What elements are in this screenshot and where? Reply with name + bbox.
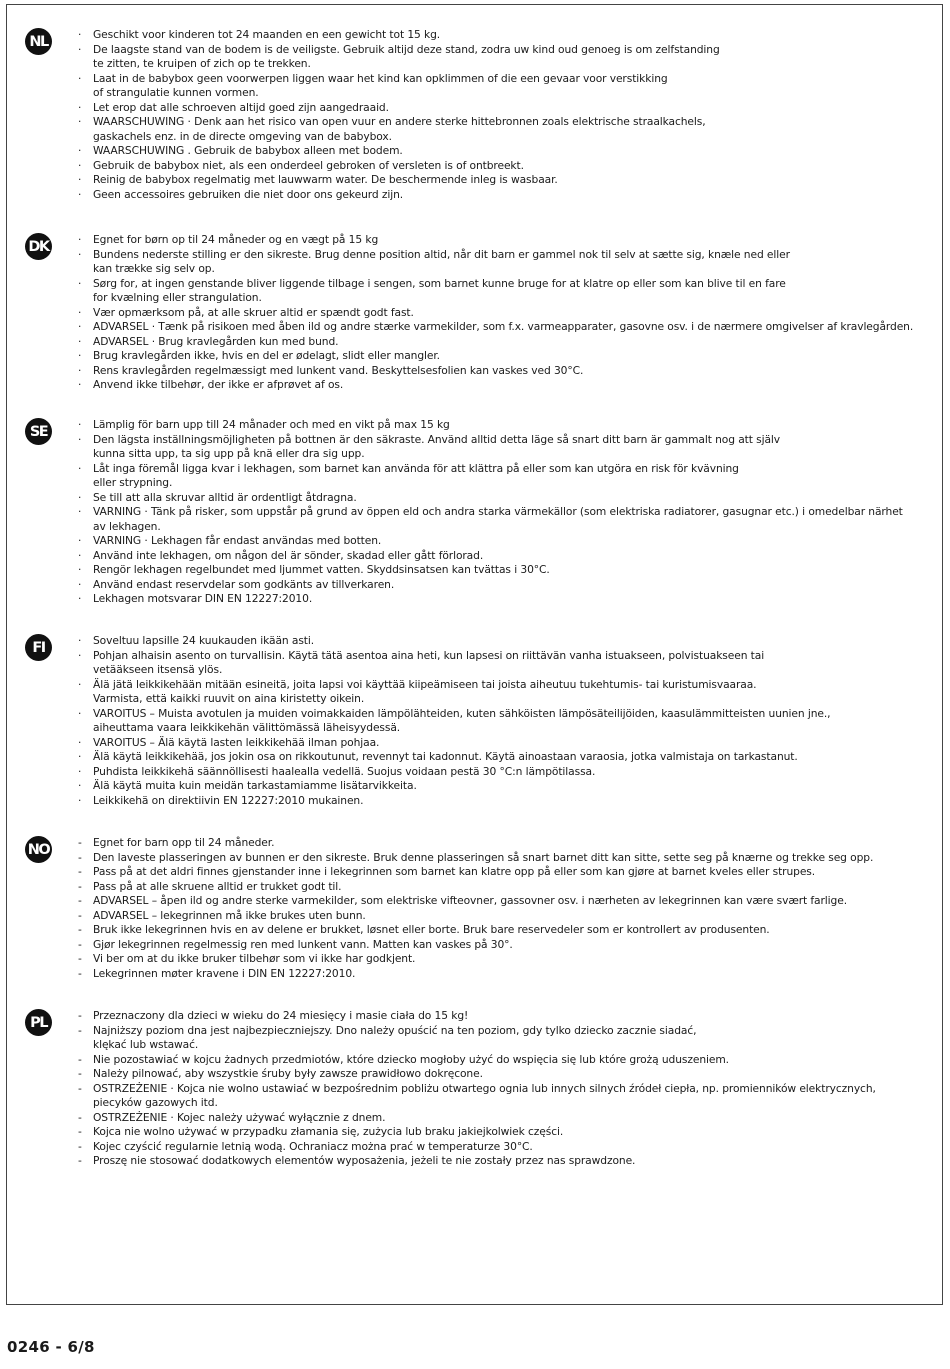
bullet-marker: · (78, 432, 82, 446)
instruction-item (78, 349, 938, 364)
instruction-text: Kojca nie wolno używać w przypadku złamania się, zużycia lub braku jakiejkolwiek części. (93, 1125, 564, 1138)
bullet-marker: · (78, 276, 82, 290)
bullet-marker: · (78, 461, 82, 475)
instruction-text: Egnet for børn op til 24 måneder og en vægt på 15 kg (93, 233, 379, 246)
bullet-marker: - (78, 1067, 82, 1080)
language-badge-no: NO (25, 836, 52, 863)
instruction-text: kunna sitta upp, ta sig upp på knä eller dra sig upp. (93, 447, 365, 460)
instruction-item (78, 938, 938, 953)
instruction-text: WAARSCHUWING · Denk aan het risico van open vuur en andere sterke hittebronnen zoals elektrische straalkachels, (93, 115, 706, 128)
bullet-marker: - (78, 937, 82, 951)
instruction-item (78, 765, 938, 780)
bullet-marker: · (78, 378, 82, 391)
bullet-marker: · (78, 634, 82, 647)
instruction-text: vetääkseen itsensä ylös. (93, 663, 223, 676)
instruction-text: Lekegrinnen møter kravene i DIN EN 12227:2010. (93, 966, 356, 980)
instruction-list (78, 634, 938, 808)
bullet-marker: · (78, 764, 82, 778)
instruction-item (78, 534, 938, 549)
instruction-item (78, 364, 938, 379)
bullet-marker: · (78, 779, 82, 792)
instruction-text: Puhdista leikkikehä säännöllisesti haalealla vedellä. Suojus voidaan pestä 30 °C:n lämpötilassa. (93, 764, 596, 778)
bullet-marker: - (78, 1052, 82, 1066)
instruction-item (78, 418, 938, 433)
instruction-text: ADVARSEL · Brug kravlegården kun med bund. (93, 334, 339, 348)
instruction-text: Gjør lekegrinnen regelmessig ren med lunkent vann. Matten kan vaskes på 30°. (93, 937, 513, 951)
language-badge-se: SE (25, 418, 52, 445)
bullet-marker: - (78, 908, 82, 922)
instruction-item (78, 750, 938, 765)
bullet-marker: · (78, 418, 82, 431)
instruction-text: OSTRZEŻENIE · Kojec należy używać wyłącznie z dnem. (93, 1110, 386, 1124)
instruction-text: OSTRZEŻENIE · Kojca nie wolno ustawiać w bezpośrednim pobliżu otwartego ognia lub innych silnych źródeł ciepła, np. promienników elektrycznych, (93, 1081, 876, 1095)
instruction-item (78, 851, 938, 866)
bullet-marker: - (78, 865, 82, 878)
instruction-text: Låt inga föremål ligga kvar i lekhagen, som barnet kan använda för att klättra på eller som kan utgöra en risk för kvävning (93, 461, 739, 475)
bullet-marker: · (78, 320, 82, 333)
instruction-text: Lämplig för barn upp till 24 månader och med en vikt på max 15 kg (93, 418, 450, 431)
instruction-text: Soveltuu lapsille 24 kuukauden ikään asti. (93, 634, 315, 647)
instruction-item (78, 563, 938, 578)
bullet-marker: · (78, 505, 82, 518)
instruction-list (78, 233, 938, 393)
instruction-text: of strangulatie kunnen vormen. (93, 86, 259, 99)
instruction-item (78, 505, 938, 534)
bullet-marker: · (78, 28, 82, 41)
instruction-item (78, 277, 938, 306)
instruction-text: VAROITUS – Älä käytä lasten leikkikehää ilman pohjaa. (93, 735, 380, 749)
language-badge-nl: NL (25, 28, 52, 55)
bullet-marker: · (78, 592, 82, 605)
instruction-text: Laat in de babybox geen voorwerpen liggen waar het kind kan opklimmen of die een gevaar voor verstikking (93, 71, 668, 85)
instruction-item (78, 335, 938, 350)
instruction-text: Reinig de babybox regelmatig met lauwwarm water. De beschermende inleg is wasbaar. (93, 173, 558, 186)
instruction-list (78, 1009, 938, 1169)
bullet-marker: · (78, 349, 82, 362)
bullet-marker: · (78, 750, 82, 763)
instruction-item (78, 736, 938, 751)
bullet-marker: - (78, 850, 82, 864)
instruction-list (78, 28, 938, 202)
bullet-marker: · (78, 71, 82, 85)
bullet-marker: · (78, 115, 82, 128)
instruction-text: Geschikt voor kinderen tot 24 maanden en een gewicht tot 15 kg. (93, 28, 441, 41)
bullet-marker: - (78, 952, 82, 965)
instruction-item (78, 967, 938, 982)
instruction-text: Leikkikehä on direktiivin EN 12227:2010 mukainen. (93, 793, 364, 807)
instruction-item (78, 306, 938, 321)
bullet-marker: · (78, 187, 82, 201)
instruction-item (78, 794, 938, 809)
page-number: 0246 - 6/8 (7, 1338, 95, 1356)
instruction-item (78, 923, 938, 938)
instruction-item (78, 1053, 938, 1068)
instruction-item (78, 1125, 938, 1140)
instruction-item (78, 248, 938, 277)
bullet-marker: - (78, 1110, 82, 1124)
instruction-text: aiheuttama vaara leikkikehän välittömässä läheisyydessä. (93, 721, 401, 734)
bullet-marker: · (78, 173, 82, 186)
instruction-text: gaskachels enz. in de directe omgeving van de babybox. (93, 129, 392, 143)
instruction-text: Rengör lekhagen regelbundet med ljummet vatten. Skyddsinsatsen kan tvättas i 30°C. (93, 563, 550, 576)
instruction-text: Varmista, että kaikki ruuvit on aina kiristetty oikein. (93, 692, 365, 705)
bullet-marker: · (78, 577, 82, 591)
instruction-text: WAARSCHUWING . Gebruik de babybox alleen met bodem. (93, 144, 403, 157)
language-badge-fi: FI (25, 634, 52, 661)
instruction-item (78, 173, 938, 188)
instruction-list (78, 418, 938, 607)
instruction-text: Den laveste plasseringen av bunnen er den sikreste. Bruk denne plasseringen så snart barnet ditt kan sitte, sette seg på knærne og trekke seg opp. (93, 850, 874, 864)
instruction-text: Anvend ikke tilbehør, der ikke er afprøvet af os. (93, 378, 344, 391)
bullet-marker: - (78, 1154, 82, 1167)
instruction-item (78, 952, 938, 967)
bullet-marker: - (78, 836, 82, 849)
instruction-item (78, 43, 938, 72)
instruction-text: ADVARSEL – lekegrinnen må ikke brukes uten bunn. (93, 908, 366, 922)
bullet-marker: - (78, 1023, 82, 1037)
instruction-item (78, 880, 938, 895)
bullet-marker: · (78, 100, 82, 114)
instruction-text: te zitten, te kruipen of zich op te trekken. (93, 57, 311, 70)
instruction-text: piecyków gazowych itd. (93, 1096, 218, 1109)
instruction-text: Pass på at alle skruene alltid er trukket godt til. (93, 879, 342, 893)
instruction-text: Älä jätä leikkikehään mitään esineitä, joita lapsi voi käyttää kiipeämiseen tai joista aiheutuu tukehtumis- tai kuristumisvaaraa. (93, 677, 757, 691)
instruction-text: Vi ber om at du ikke bruker tilbehør som vi ikke har godkjent. (93, 952, 416, 965)
instruction-item (78, 1082, 938, 1111)
bullet-marker: · (78, 648, 82, 662)
instruction-item (78, 707, 938, 736)
instruction-text: Lekhagen motsvarar DIN EN 12227:2010. (93, 592, 313, 605)
instruction-text: Proszę nie stosować dodatkowych elementów wyposażenia, jeżeli te nie zostały przez nas sprawdzone. (93, 1154, 636, 1167)
instruction-item (78, 378, 938, 393)
bullet-marker: · (78, 42, 82, 56)
bullet-marker: · (78, 247, 82, 261)
bullet-marker: · (78, 363, 82, 377)
instruction-text: Gebruik de babybox niet, als een onderdeel gebroken of versleten is of ontbreekt. (93, 158, 524, 172)
bullet-marker: · (78, 305, 82, 319)
bullet-marker: - (78, 1081, 82, 1095)
instruction-item (78, 188, 938, 203)
instruction-item (78, 836, 938, 851)
instruction-text: Pohjan alhaisin asento on turvallisin. Käytä tätä asentoa aina heti, kun lapsesi on riittävän vanha istuakseen, polvistuakseen tai (93, 648, 765, 662)
instruction-text: VARNING · Tänk på risker, som uppstår på grund av öppen eld och andra starka värmekällor (som elektriska radiatorer, gasugnar etc.) i omedelbar närhet (93, 505, 903, 518)
instruction-item (78, 233, 938, 248)
bullet-marker: · (78, 735, 82, 749)
instruction-text: Egnet for barn opp til 24 måneder. (93, 836, 275, 849)
instruction-text: Älä käytä muita kuin meidän tarkastamiamme lisätarvikkeita. (93, 779, 417, 792)
instruction-list (78, 836, 938, 981)
instruction-text: Nie pozostawiać w kojcu żadnych przedmiotów, które dziecko mogłoby użyć do wspięcia się lub które grożą uduszeniem. (93, 1052, 729, 1066)
instruction-item (78, 1067, 938, 1082)
instruction-text: ADVARSEL · Tænk på risikoen med åben ild og andre stærke varmekilder, som f.x. varmeapparater, gasovne osv. i de nærmere omgivelser af kravlegården. (93, 320, 914, 333)
instruction-text: Pass på at det aldri finnes gjenstander inne i lekegrinnen som barnet kan klatre opp på eller som kan gjøre at barnet kveles eller strupes. (93, 865, 816, 878)
instruction-item (78, 779, 938, 794)
bullet-marker: - (78, 1125, 82, 1138)
bullet-marker: - (78, 923, 82, 936)
instruction-item (78, 72, 938, 101)
bullet-marker: - (78, 966, 82, 980)
instruction-item (78, 909, 938, 924)
bullet-marker: · (78, 158, 82, 172)
instruction-text: Bundens nederste stilling er den sikreste. Brug denne position altid, når dit barn er gammel nok til selv at sætte sig, knæle ned eller (93, 247, 790, 261)
instruction-item (78, 320, 938, 335)
language-badge-dk: DK (25, 233, 52, 260)
instruction-text: Bruk ikke lekegrinnen hvis en av delene er brukket, løsnet eller borte. Bruk bare reservedeler som er kontrollert av produsenten. (93, 923, 770, 936)
instruction-item (78, 1009, 938, 1024)
bullet-marker: - (78, 1139, 82, 1153)
instruction-text: De laagste stand van de bodem is de veiligste. Gebruik altijd deze stand, zodra uw kind oud genoeg is om zelfstanding (93, 42, 720, 56)
bullet-marker: · (78, 706, 82, 720)
instruction-item (78, 578, 938, 593)
instruction-item (78, 159, 938, 174)
bullet-marker: · (78, 233, 82, 246)
instruction-item (78, 491, 938, 506)
instruction-item (78, 678, 938, 707)
instruction-text: Använd inte lekhagen, om någon del är sönder, skadad eller gått förlorad. (93, 548, 484, 562)
instruction-text: av lekhagen. (93, 519, 161, 533)
instruction-item (78, 592, 938, 607)
bullet-marker: · (78, 534, 82, 547)
bullet-marker: · (78, 548, 82, 562)
instruction-text: Sørg for, at ingen genstande bliver liggende tilbage i sengen, som barnet kunne bruge for at klatre op eller som kan blive til en fare (93, 276, 786, 290)
instruction-text: eller strypning. (93, 476, 173, 489)
instruction-text: Se till att alla skruvar alltid är ordentligt åtdragna. (93, 490, 357, 504)
instruction-text: Geen accessoires gebruiken die niet door ons gekeurd zijn. (93, 187, 404, 201)
instruction-text: ADVARSEL – åpen ild og andre sterke varmekilder, som elektriske vifteovner, gassovner osv. i nærheten av lekegrinnen kan være svært farlige. (93, 894, 847, 907)
instruction-text: Kojec czyścić regularnie letnią wodą. Ochraniacz można prać w temperaturze 30°C. (93, 1139, 533, 1153)
instruction-text: Använd endast reservdelar som godkänts av tillverkaren. (93, 577, 395, 591)
instruction-item (78, 115, 938, 144)
instruction-text: kan trække sig selv op. (93, 262, 215, 275)
bullet-marker: - (78, 1009, 82, 1022)
instruction-item (78, 1140, 938, 1155)
instruction-item (78, 894, 938, 909)
instruction-text: for kvælning eller strangulation. (93, 291, 262, 304)
instruction-item (78, 1111, 938, 1126)
instruction-text: Brug kravlegården ikke, hvis en del er ødelagt, slidt eller mangler. (93, 349, 440, 362)
bullet-marker: · (78, 793, 82, 807)
instruction-text: Przeznaczony dla dzieci w wieku do 24 miesięcy i masie ciała do 15 kg! (93, 1009, 469, 1022)
instruction-item (78, 462, 938, 491)
instruction-text: Należy pilnować, aby wszystkie śruby były zawsze prawidłowo dokręcone. (93, 1067, 483, 1080)
bullet-marker: - (78, 894, 82, 907)
bullet-marker: · (78, 144, 82, 157)
bullet-marker: · (78, 490, 82, 504)
instruction-item (78, 28, 938, 43)
instruction-item (78, 144, 938, 159)
instruction-text: Älä käytä leikkikehää, jos jokin osa on rikkoutunut, revennyt tai kadonnut. Käytä ainoastaan varaosia, jotka valmistaja on tarkastanut. (93, 750, 798, 763)
instruction-text: Vær opmærksom på, at alle skruer altid er spændt godt fast. (93, 305, 414, 319)
instruction-text: Rens kravlegården regelmæssigt med lunkent vand. Beskyttelsesfolien kan vaskes ved 30°C. (93, 363, 584, 377)
instruction-item (78, 649, 938, 678)
instruction-text: klękać lub wstawać. (93, 1038, 199, 1051)
instruction-item (78, 865, 938, 880)
instruction-text: Najniższy poziom dna jest najbezpieczniejszy. Dno należy opuścić na ten poziom, gdy tylko dziecko zacznie siadać, (93, 1023, 697, 1037)
bullet-marker: · (78, 563, 82, 576)
bullet-marker: · (78, 677, 82, 691)
instruction-item (78, 1154, 938, 1169)
bullet-marker: · (78, 334, 82, 348)
instruction-text: Den lägsta inställningsmöjligheten på bottnen är den säkraste. Använd alltid detta läge så snart ditt barn är gammalt nog att själv (93, 432, 781, 446)
instruction-item (78, 1024, 938, 1053)
instruction-item (78, 101, 938, 116)
instruction-text: VAROITUS – Muista avotulen ja muiden voimakkaiden lämpölähteiden, kuten sähköisten lämpösäteilijöiden, kaasulämmitteisten uunien jne., (93, 706, 831, 720)
bullet-marker: - (78, 879, 82, 893)
instruction-item (78, 634, 938, 649)
language-badge-pl: PL (25, 1009, 52, 1036)
instruction-text: VARNING · Lekhagen får endast användas med botten. (93, 534, 382, 547)
instruction-text: Let erop dat alle schroeven altijd goed zijn aangedraaid. (93, 100, 389, 114)
instruction-item (78, 433, 938, 462)
instruction-item (78, 549, 938, 564)
